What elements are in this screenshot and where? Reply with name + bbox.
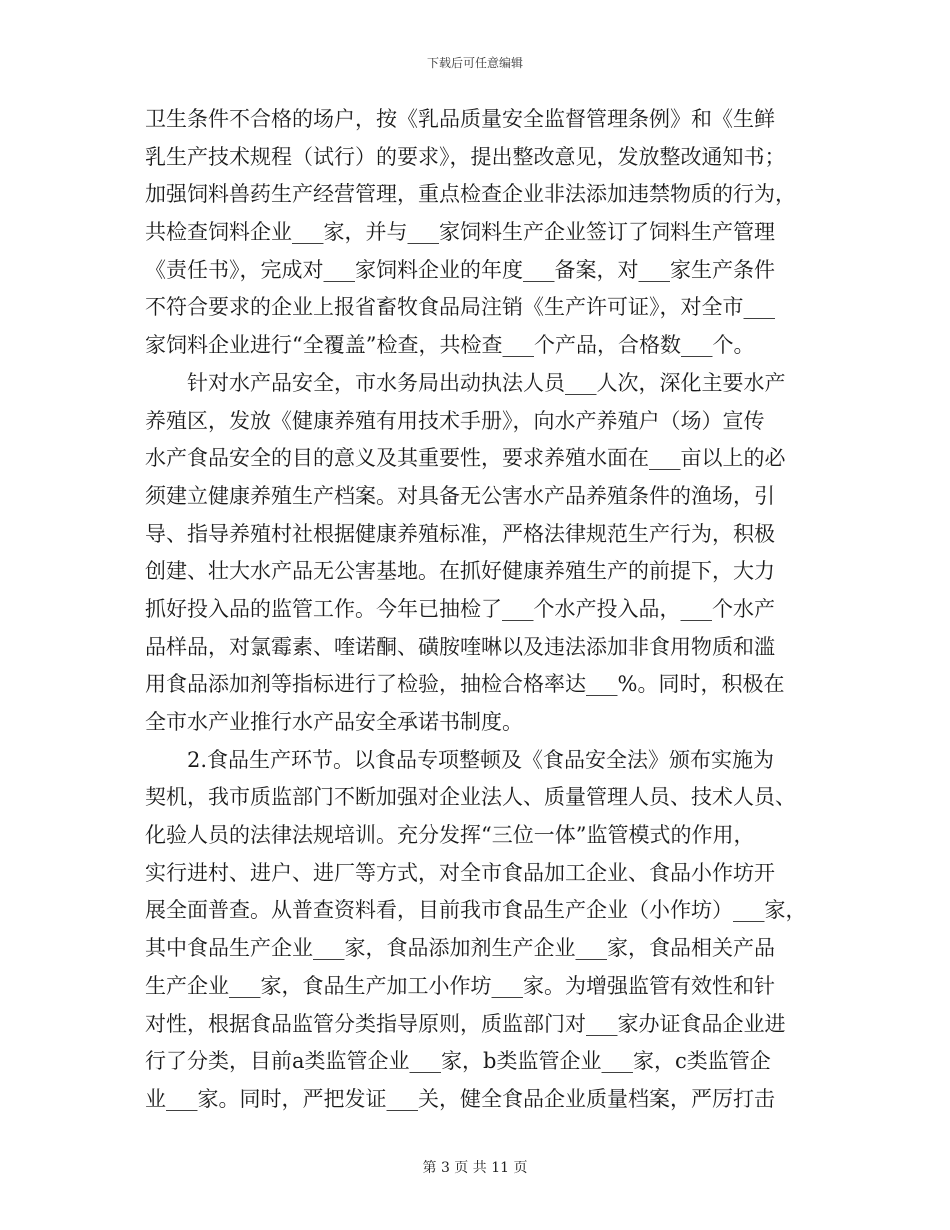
body-text-line: 水产食品安全的目的意义及其重要性，要求养殖水面在___亩以上的必	[145, 446, 786, 471]
body-text-line: 品样品，对氯霉素、喹诺酮、磺胺喹啉以及违法添加非食用物质和滥	[145, 634, 775, 659]
body-text-line: 导、指导养殖村社根据健康养殖标准，严格法律规范生产行为，积极	[145, 521, 775, 546]
body-text-line: 创建、壮大水产品无公害基地。在抓好健康养殖生产的前提下，大力	[145, 559, 775, 584]
body-text-line: 展全面普查。从普查资料看，目前我市食品生产企业（小作坊）___家，	[145, 898, 807, 923]
body-text-line: 实行进村、进户、进厂等方式，对全市食品加工企业、食品小作坊开	[145, 860, 775, 885]
body-text-line: 2.食品生产环节。以食品专项整顿及《食品安全法》颁布实施为	[187, 747, 775, 772]
body-text-line: 《责任书》，完成对___家饲料企业的年度___备案，对___家生产条件	[145, 257, 775, 282]
page-number-footer: 第 3 页 共 11 页	[422, 1160, 528, 1176]
body-text-line: 对性，根据食品监管分类指导原则，质监部门对___家办证食品企业进	[145, 1011, 786, 1036]
body-text-line: 须建立健康养殖生产档案。对具备无公害水产品养殖条件的渔场，引	[145, 483, 775, 508]
body-text-line: 家饲料企业进行“全覆盖”检查，共检查___个产品，合格数___个。	[145, 333, 755, 358]
body-text-line: 化验人员的法律法规培训。充分发挥“三位一体”监管模式的作用，	[145, 823, 755, 848]
body-text-line: 针对水产品安全，市水务局出动执法人员___人次，深化主要水产	[187, 370, 786, 395]
body-text-line: 契机，我市质监部门不断加强对企业法人、质量管理人员、技术人员、	[145, 785, 796, 810]
body-text-line: 共检查饲料企业___家，并与___家饲料生产企业签订了饲料生产管理	[145, 220, 775, 245]
body-text-line: 乳生产技术规程（试行）的要求》，提出整改意见，发放整改通知书；	[145, 144, 786, 169]
page-header-note: 下载后可任意编辑	[426, 56, 523, 70]
body-text-line: 养殖区，发放《健康养殖有用技术手册》，向水产养殖户（场）宣传	[145, 408, 765, 433]
body-text-line: 全市水产业推行水产品安全承诺书制度。	[145, 710, 523, 734]
body-text-line: 行了分类，目前a类监管企业___家，b类监管企业___家，c类监管企	[145, 1049, 771, 1074]
body-text-line: 业___家。同时，严把发证___关，健全食品企业质量档案，严厉打击	[145, 1086, 775, 1111]
body-text-line: 其中食品生产企业___家，食品添加剂生产企业___家，食品相关产品	[145, 936, 775, 961]
body-text-line: 不符合要求的企业上报省畜牧食品局注销《生产许可证》，对全市___	[145, 295, 775, 320]
body-text-line: 卫生条件不合格的场户，按《乳品质量安全监督管理条例》和《生鲜	[145, 107, 775, 131]
body-text-line: 加强饲料兽药生产经营管理，重点检查企业非法添加违禁物质的行为，	[145, 182, 796, 207]
body-text-line: 生产企业___家，食品生产加工小作坊___家。为增强监管有效性和针	[145, 973, 775, 998]
body-text-line: 抓好投入品的监管工作。今年已抽检了___个水产投入品，___个水产	[145, 596, 775, 621]
body-text-line: 用食品添加剂等指标进行了检验，抽检合格率达___%。同时，积极在	[145, 672, 785, 697]
document-body	[145, 101, 810, 1119]
